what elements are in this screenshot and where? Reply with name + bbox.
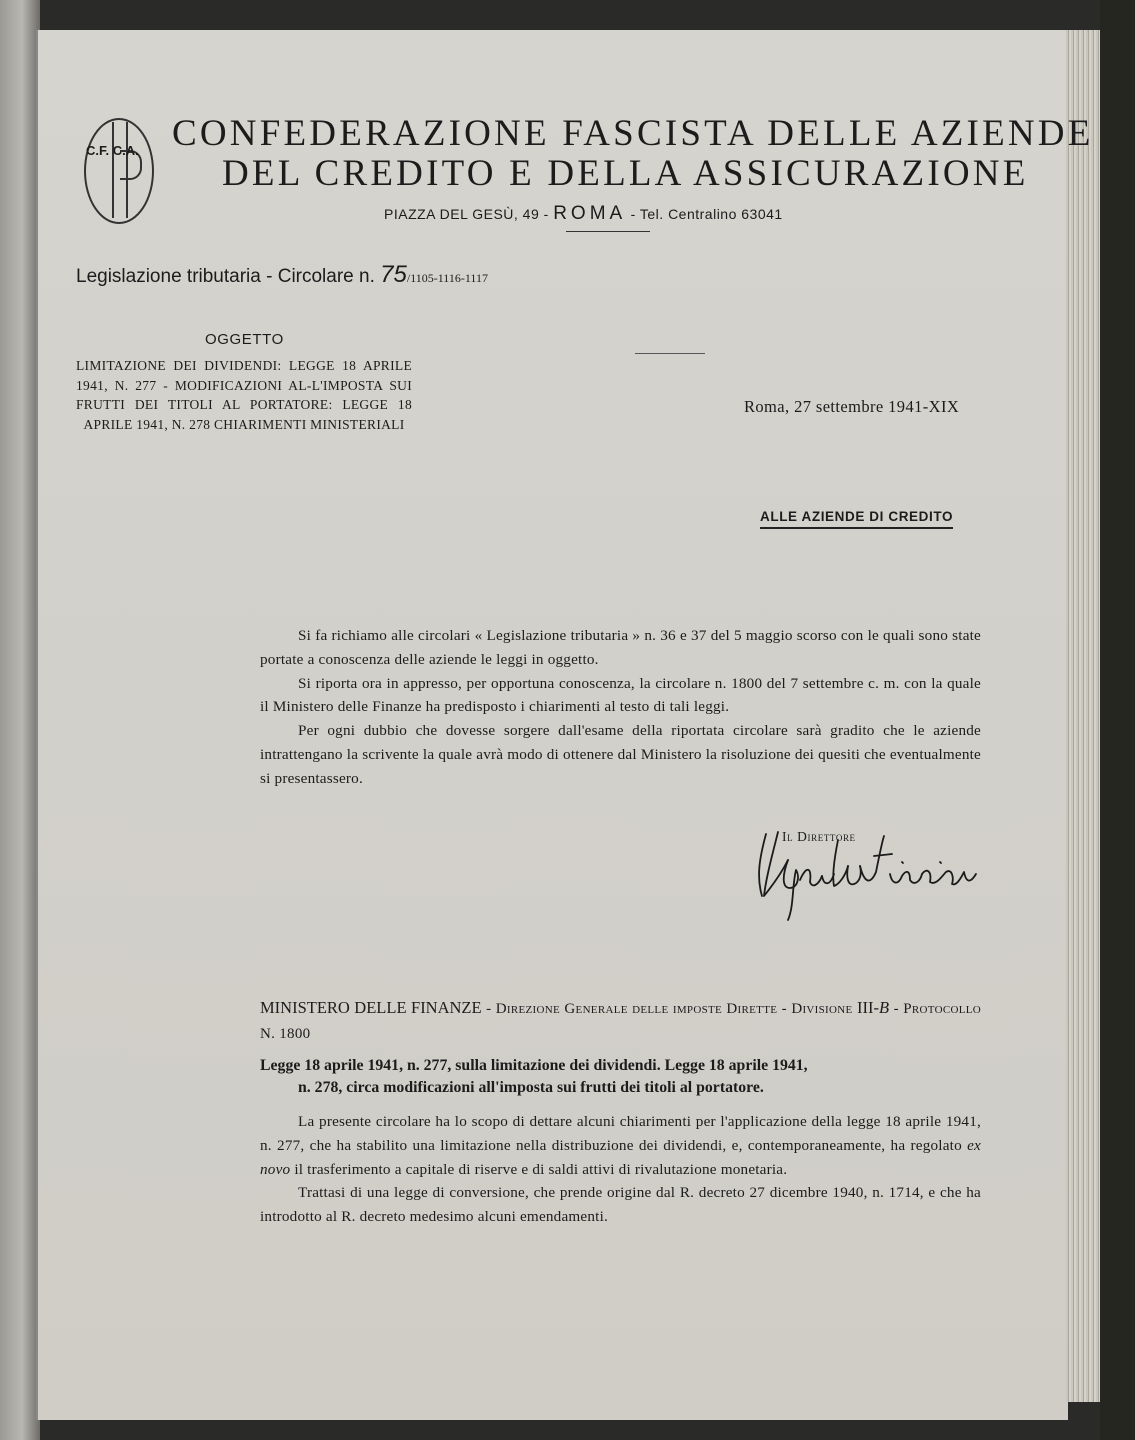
signer-title: Il Direttore <box>782 829 856 844</box>
separator-dash <box>635 353 705 354</box>
decree-paragraph-text: il trasferimento a capitale di riserve e di saldi attivi di rivalutazione monetaria. <box>294 1160 788 1178</box>
date-line: Roma, 27 settembre 1941-XIX <box>744 397 960 416</box>
law-title-line1: Legge 18 aprile 1941, n. 277, sulla limitazione dei dividendi. Legge 18 aprile 1941, <box>260 1057 808 1074</box>
ministry-department: - Direzione Generale delle imposte Dirette - Divisione <box>486 1001 853 1017</box>
ministry-protocol: - Protocollo N. 1800 <box>260 1001 982 1042</box>
ministry-name: MINISTERO DELLE FINANZE <box>260 998 482 1017</box>
address-city: ROMA <box>553 203 627 224</box>
logo-initials: C.F. C.A. <box>86 143 139 158</box>
decree-body <box>260 1110 981 1229</box>
subject-heading: OGGETTO <box>205 331 284 348</box>
addressee: ALLE AZIENDE DI CREDITO <box>760 509 953 529</box>
book-cover-right <box>1100 0 1135 1440</box>
page-edges <box>1066 30 1100 1402</box>
law-title <box>260 1055 981 1099</box>
circular-reference <box>76 261 488 289</box>
header-rule <box>566 231 650 232</box>
ministry-division: III- <box>857 998 879 1017</box>
decree-emphasis: ex novo <box>260 1136 981 1178</box>
letter-paragraph: Si fa richiamo alle circolari « Legislazione tributaria » n. 36 e 37 del 5 maggio scorso con le quali sono state portate a conoscenza delle aziende le leggi in oggetto. <box>260 627 981 668</box>
ministry-division-letter: B <box>879 998 890 1017</box>
letter-paragraph: Si riporta ora in appresso, per opportuna conoscenza, la circolare n. 1800 del 7 settembre c. m. con la quale il Ministero delle Finanze ha predisposto i chiarimenti al testo di tali leggi. <box>260 674 981 716</box>
book-spine-left <box>0 0 40 1440</box>
law-title-line2: n. 278, circa modificazioni all'imposta sui frutti dei titoli al portatore. <box>298 1079 764 1096</box>
decree-paragraph-text: La presente circolare ha lo scopo di dettare alcuni chiarimenti per l'applicazione della legge 18 aprile 1941, n. 277, che ha stabilito una limitazione nella distribuzione dei dividendi, e, contemporaneamente, ha regolato <box>260 1113 981 1154</box>
decree-paragraph: Trattasi di una legge di conversione, che prende origine dal R. decreto 27 dicembre 1940, n. 1714, e che ha introdotto al R. decreto medesimo alcuni emendamenti. <box>260 1184 981 1226</box>
decree-paragraph <box>260 1110 981 1181</box>
ministry-header <box>260 996 981 1046</box>
address-phone: - Tel. Centralino 63041 <box>630 206 783 222</box>
organization-name-line1: CONFEDERAZIONE FASCISTA DELLE AZIENDE <box>172 113 1094 154</box>
circular-number: 75 <box>380 261 407 288</box>
circular-label: Legislazione tributaria - Circolare n. <box>76 266 375 287</box>
address-street: PIAZZA DEL GESÙ, 49 - <box>384 206 549 222</box>
letter-body <box>260 624 981 791</box>
subject-text: LIMITAZIONE DEI DIVIDENDI: LEGGE 18 APRILE 1941, N. 277 - MODIFICAZIONI AL-L'IMPOSTA SUI FRUTTI DEI TITOLI AL PORTATORE: LEGGE 18 APRILE 1941, N. 278 CHIARIMENTI MINISTERIALI <box>76 358 412 432</box>
confederation-logo <box>84 118 154 224</box>
handwritten-signature <box>752 826 984 922</box>
circular-refs: /1105-1116-1117 <box>406 271 488 285</box>
organization-name-line2: DEL CREDITO E DELLA ASSICURAZIONE <box>222 153 1029 194</box>
organization-address <box>384 203 783 225</box>
letter-paragraph: Per ogni dubbio che dovesse sorgere dall'esame della riportata circolare sarà gradito che le aziende intrattengano la scrivente la quale avrà modo di ottenere dal Ministero la risoluzione dei quesiti che eventualmente si presentassero. <box>260 722 981 787</box>
